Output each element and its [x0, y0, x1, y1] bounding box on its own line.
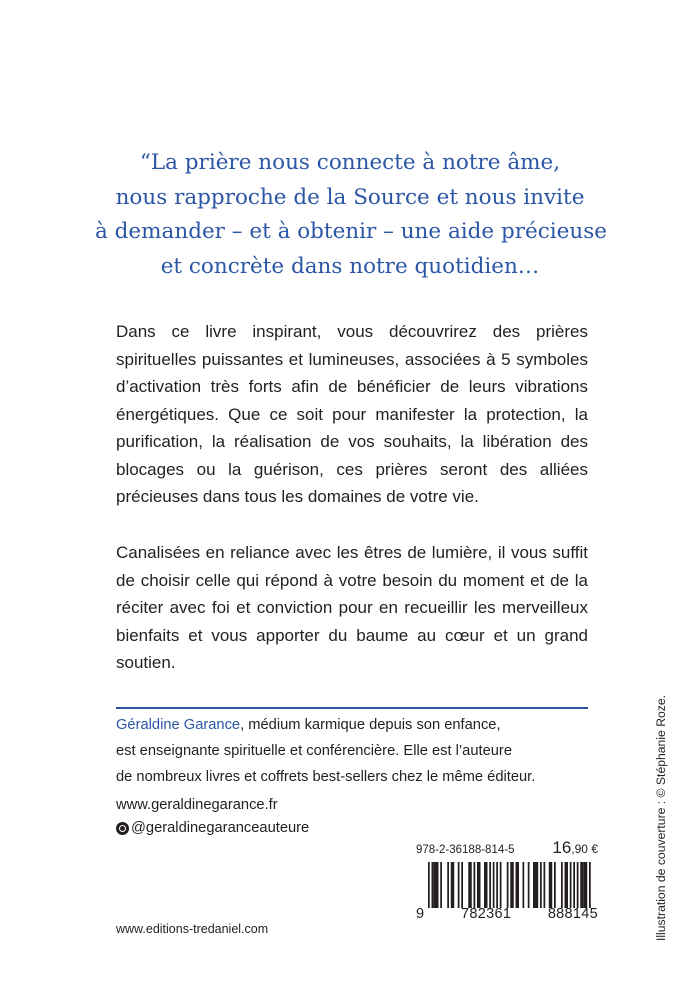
barcode-bar [451, 862, 455, 908]
barcode-bar [544, 862, 546, 908]
barcode-bar [493, 862, 495, 908]
barcode-bar [584, 862, 588, 908]
barcode-lead-digit: 9 [416, 906, 425, 922]
quote-line: à demander – et à obtenir – une aide précieuse [95, 219, 607, 244]
barcode-bar [489, 862, 491, 908]
barcode-bar [561, 862, 563, 908]
bio-line: est enseignante spirituelle et conférencière. Elle est l’auteure [116, 743, 512, 759]
barcode-bar [428, 862, 430, 908]
illustration-credit [653, 674, 669, 962]
barcode-group-2: 888145 [547, 906, 598, 922]
barcode-bar [433, 862, 435, 908]
barcode-bar [589, 862, 591, 908]
barcode-bar [477, 862, 481, 908]
barcode-bar [510, 862, 514, 908]
barcode-bar [573, 862, 575, 908]
barcode-bar [440, 862, 442, 908]
quote-line: nous rapproche de la Source et nous invite [115, 184, 585, 210]
author-name: Géraldine Garance [116, 717, 241, 733]
barcode-bar [533, 862, 538, 908]
barcode-bar [554, 862, 556, 908]
barcode-bar [577, 862, 579, 908]
barcode-bar [507, 862, 509, 908]
author-instagram[interactable] [116, 817, 309, 839]
instagram-icon [116, 822, 129, 835]
barcode-bar [468, 862, 472, 908]
author-bio [116, 712, 590, 790]
bio-line: de nombreux livres et coffrets best-sellers chez le même éditeur. [116, 769, 536, 785]
price-main: 16 [552, 838, 572, 857]
barcode-bar [484, 862, 488, 908]
barcode-bar [549, 862, 553, 908]
barcode-header [416, 838, 598, 858]
barcode-bars [416, 862, 598, 908]
barcode-bar [580, 862, 582, 908]
barcode-bar [565, 862, 569, 908]
price [552, 838, 598, 858]
barcode-bar [435, 862, 439, 908]
barcode-bar [582, 862, 584, 908]
publisher-website[interactable]: www.editions-tredaniel.com [116, 922, 269, 936]
description-paragraph-1: Dans ce livre inspirant, vous découvrirez des prières spirituelles puissantes et lumineuses, associées à 5 symboles d’activation très forts afin de bénéficier de leurs vibrations énergétiques. Que ce soit pour manifester la protection, la purification, la réalisation de vos souhaits, la libération des blocages ou la guérison, ces prières seront des alliées précieuses dans tous les domaines de votre vie. [116, 322, 588, 506]
description-paragraph-2: Canalisées en reliance avec les êtres de lumière, il vous suffit de choisir celle qui répond à votre besoin du moment et de la réciter avec foi et conviction pour en recueillir les merveilleux bienfaits et vous apporter du baume au cœur et un grand soutien. [116, 543, 588, 672]
quote-line: “La prière nous connecte à notre âme, [139, 150, 561, 175]
barcode-bar [516, 862, 520, 908]
bio-line [116, 712, 590, 738]
barcode-bar [528, 862, 530, 908]
instagram-handle: @geraldinegaranceauteure [131, 820, 310, 836]
barcode-block [416, 838, 598, 922]
price-cents: ,90 € [571, 842, 598, 856]
quote-block [95, 146, 605, 284]
author-website[interactable]: www.geraldinegarance.fr [116, 797, 278, 813]
barcode-bar [523, 862, 525, 908]
barcode-bar [432, 862, 434, 908]
barcode-bar [458, 862, 460, 908]
section-divider [116, 707, 588, 709]
illustration-credit-text: Illustration de couverture : © Stéphanie Roze. [654, 694, 668, 942]
barcode-bar [496, 862, 498, 908]
barcode-bar [500, 862, 502, 908]
barcode-group-1: 782361 [461, 906, 512, 922]
barcode-bar [447, 862, 449, 908]
bio-text: , médium karmique depuis son enfance, [240, 717, 501, 733]
isbn-number: 978-2-36188-814-5 [416, 844, 515, 856]
barcode-bar [570, 862, 572, 908]
quote-line: et concrète dans notre quotidien… [160, 253, 540, 279]
barcode-bar [474, 862, 476, 908]
barcode-bar [540, 862, 542, 908]
barcode-digits [416, 906, 598, 922]
barcode-bar [461, 862, 463, 908]
